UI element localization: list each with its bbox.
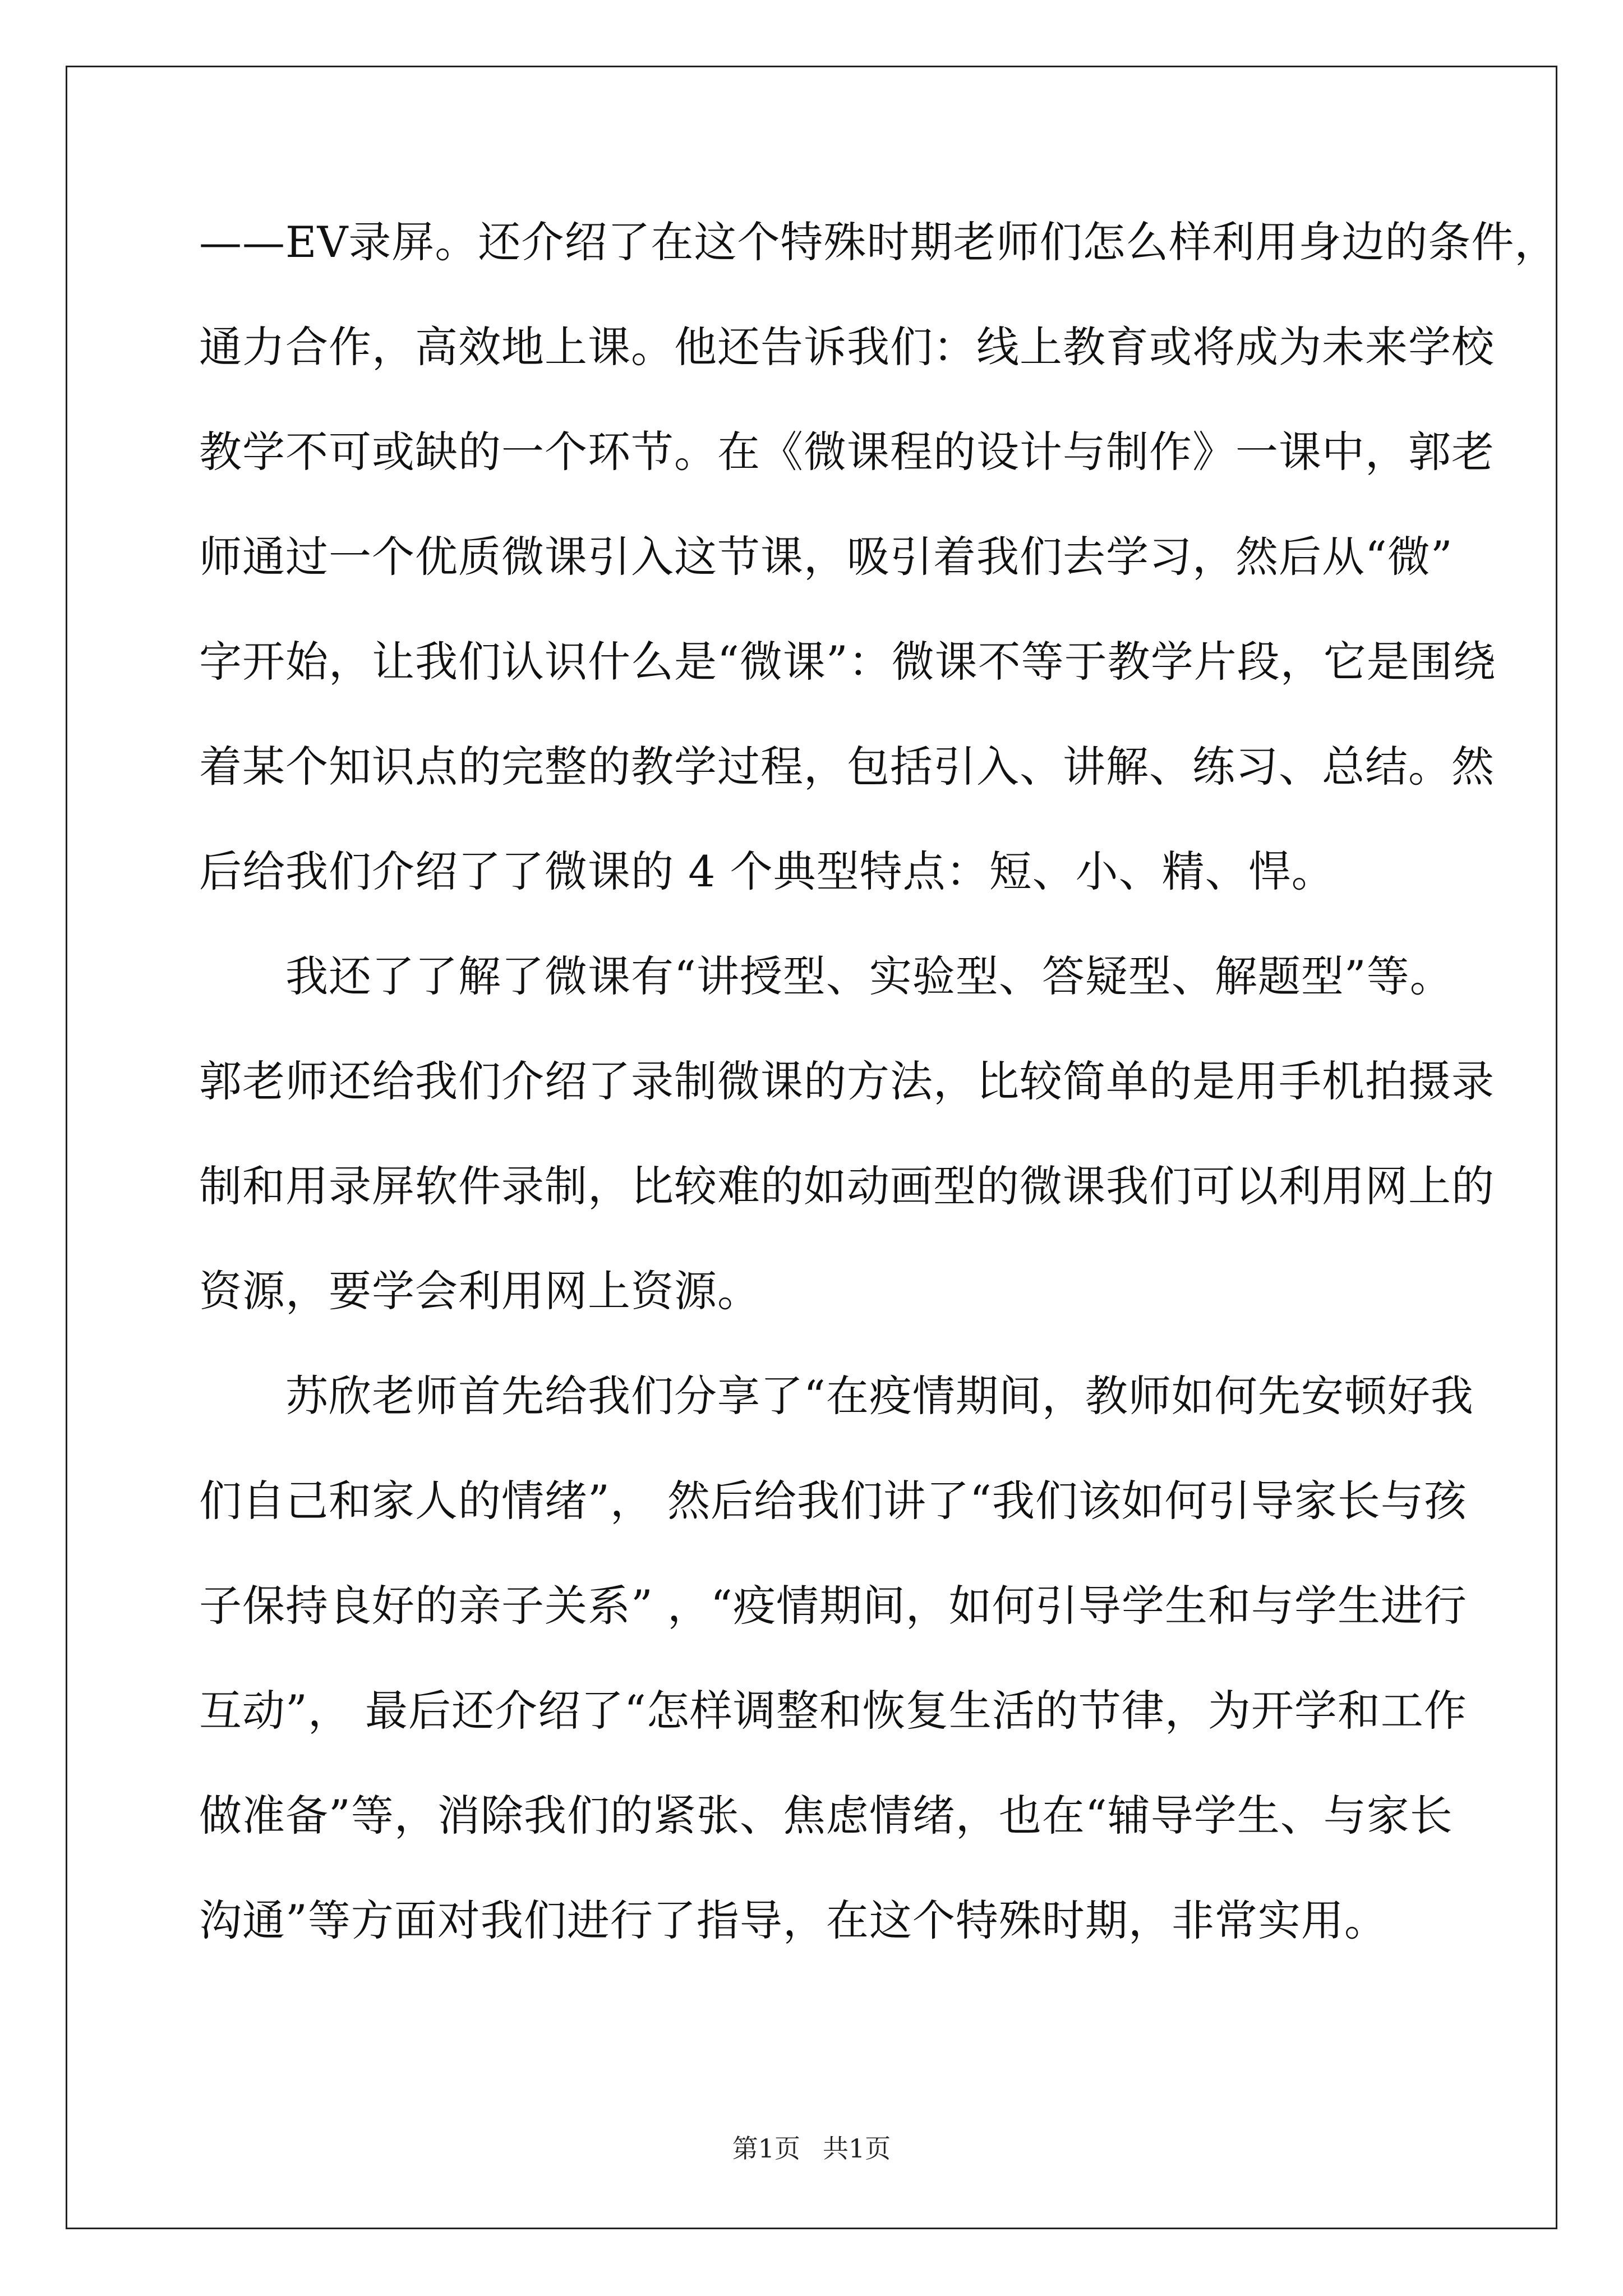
text-line: 们自己和家人的情绪”， 然后给我们讲了“我们该如何引导家长与孩 [199,1476,1467,1526]
text-line: 通力合作，高效地上课。他还告诉我们：线上教育或将成为未来学校 [199,322,1495,372]
text-line: 子保持良好的亲子关系” ，“疫情期间，如何引导学生和与学生进行 [199,1581,1467,1631]
text-line: 做准备”等，消除我们的紧张、焦虑情绪，也在“辅导学生、与家长 [199,1791,1453,1841]
text-line: 制和用录屏软件录制，比较难的如动画型的微课我们可以利用网上的 [199,1161,1495,1211]
text-line: 师通过一个优质微课引入这节课，吸引着我们去学习，然后从“微” [199,532,1453,582]
text-line: 我还了了解了微课有“讲授型、实验型、答疑型、解题型”等。 [199,951,1453,1001]
text-line: ——EV录屏。还介绍了在这个特殊时期老师们怎么样利用身边的条件， [199,217,1558,267]
text-line: 着某个知识点的完整的教学过程，包括引入、讲解、练习、总结。然 [199,742,1495,792]
text-line: 字开始，让我们认识什么是“微课”：微课不等于教学片段，它是围绕 [199,637,1496,687]
text-line: 苏欣老师首先给我们分享了“在疫情期间，教师如何先安顿好我 [199,1371,1474,1421]
text-line: 郭老师还给我们介绍了录制微课的方法，比较简单的是用手机拍摄录 [199,1056,1495,1106]
text-line: 沟通”等方面对我们进行了指导，在这个特殊时期，非常实用。 [199,1895,1387,1945]
page-footer [0,2132,1623,2165]
text-line: 后给我们介绍了了微课的 4 个典型特点：短、小、精、悍。 [199,846,1335,896]
page-number: 第1页 [732,2133,800,2164]
text-line: 资源，要学会利用网上资源。 [199,1266,760,1316]
text-line: 教学不可或缺的一个环节。在《微课程的设计与制作》一课中，郭老 [199,427,1495,477]
text-line: 互动”， 最后还介绍了“怎样调整和恢复生活的节律，为开学和工作 [199,1686,1467,1736]
document-body [199,214,1558,1998]
page-total: 共1页 [823,2133,891,2164]
